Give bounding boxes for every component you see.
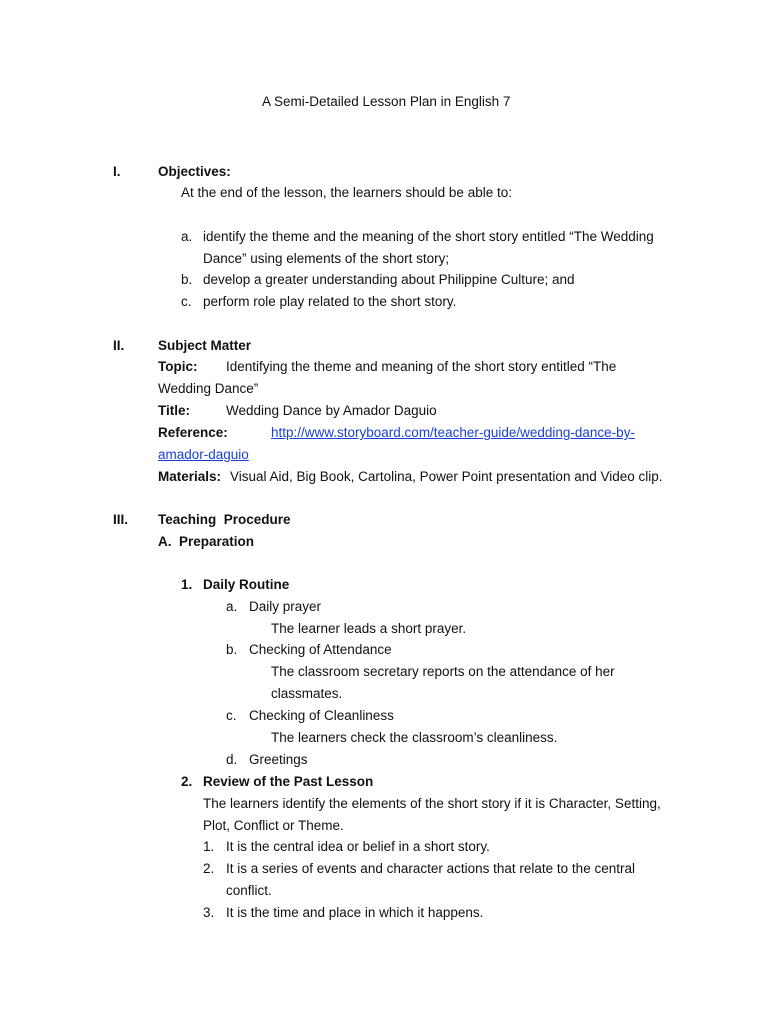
routine-item-label: Greetings [249,752,308,767]
objective-text: identify the theme and the meaning of the short story entitled “The Wedding [203,229,654,244]
objective-letter: a. [181,229,193,244]
routine-item-label: Checking of Cleanliness [249,708,394,723]
review-item-text: It is the time and place in which it happens. [226,905,484,920]
section-numeral-procedure: III. [113,512,129,527]
review-item-number: 2. [203,861,215,876]
routine-item-label: Daily prayer [249,599,322,614]
routine-item-desc: The classroom secretary reports on the attendance of her [271,664,615,679]
objective-text-cont: Dance” using elements of the short story; [203,251,450,266]
section-numeral-subject-matter: II. [113,338,125,353]
topic-value-cont: Wedding Dance” [158,381,259,396]
topic-label: Topic: [158,359,198,374]
review-intro-cont: Plot, Conflict or Theme. [203,818,344,833]
routine-item-desc-cont: classmates. [271,686,343,701]
review-item-text: It is the central idea or belief in a short story. [226,839,490,854]
subject-matter-heading: Subject Matter [158,338,252,353]
objectives-heading: Objectives: [158,164,231,179]
review-item-text-cont: conflict. [226,883,272,898]
reference-label: Reference: [158,425,228,440]
page-title: A Semi-Detailed Lesson Plan in English 7 [262,94,511,109]
section-numeral-objectives: I. [113,164,121,179]
materials-value: Visual Aid, Big Book, Cartolina, Power Point presentation and Video clip. [230,469,663,484]
objective-letter: c. [181,294,192,309]
routine-item-letter: d. [226,752,238,767]
review-item-number: 1. [203,839,215,854]
routine-number: 1. [181,577,193,592]
routine-item-letter: c. [226,708,237,723]
objectives-intro: At the end of the lesson, the learners should be able to: [181,185,512,200]
routine-item-label: Checking of Attendance [249,642,392,657]
routine-item-desc: The learners check the classroom’s cleanliness. [271,730,558,745]
review-item-number: 3. [203,905,215,920]
review-heading: Review of the Past Lesson [203,774,374,789]
routine-item-desc: The learner leads a short prayer. [271,621,467,636]
materials-label: Materials: [158,469,222,484]
reference-link-cont[interactable]: amador-daguio [158,447,249,462]
reference-link[interactable]: http://www.storyboard.com/teacher-guide/wedding-dance-by- [271,425,635,440]
routine-item-letter: a. [226,599,238,614]
review-item-text: It is a series of events and character actions that relate to the central [226,861,635,876]
objective-text: develop a greater understanding about Philippine Culture; and [203,272,575,287]
preparation-heading: A. Preparation [158,534,255,549]
routine-heading: Daily Routine [203,577,290,592]
title-label: Title: [158,403,191,418]
review-intro: The learners identify the elements of the short story if it is Character, Setting, [203,796,661,811]
routine-item-letter: b. [226,642,238,657]
title-value: Wedding Dance by Amador Daguio [226,403,437,418]
procedure-heading: Teaching Procedure [158,512,291,527]
topic-value: Identifying the theme and meaning of the short story entitled “The [226,359,617,374]
objective-text: perform role play related to the short story. [203,294,457,309]
objective-letter: b. [181,272,193,287]
review-number: 2. [181,774,193,789]
